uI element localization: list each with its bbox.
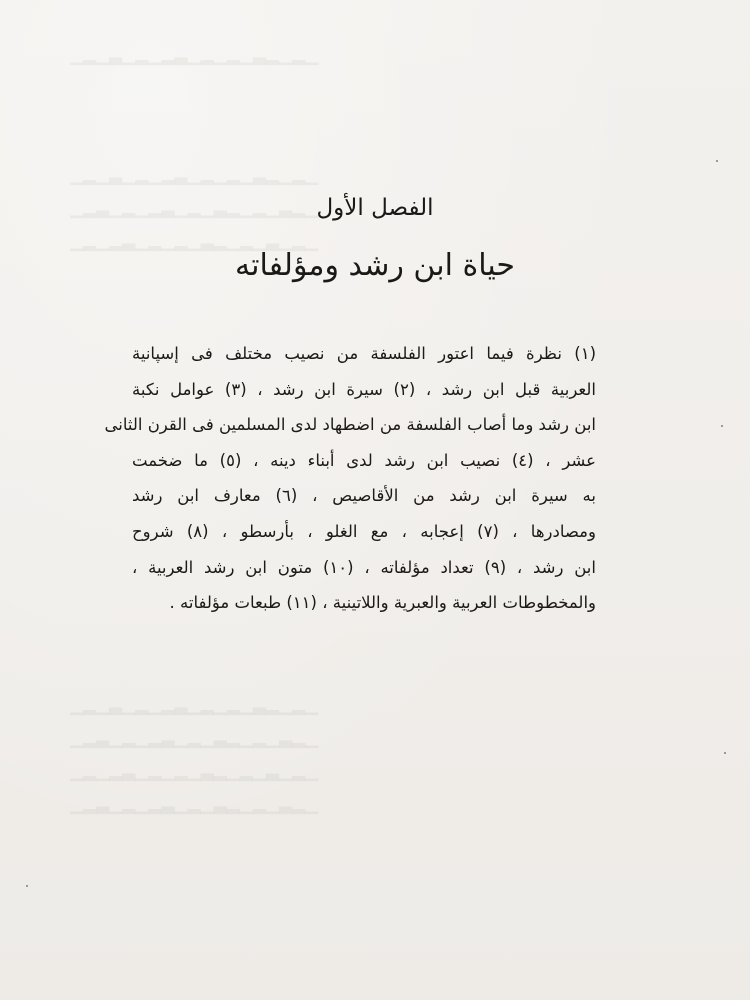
paper-speck	[26, 885, 28, 887]
chapter-label: الفصل الأول	[316, 195, 434, 221]
show-through-text: ▁▂▁▃▁▂▁▂▃▁▂▁▂▁▃▂▁▂▁ ▁▂▃▁▂▁▂▃▁▂▁▃▂▁▂▁▃▂▁ ▁▂▁▂▃▁▂▁▂▁▃▂▁▂▁▃▁▂▁	[70, 166, 319, 252]
contents-line: عشر ، (٤) نصيب ابن رشد لدى أبناء دينه ، (٥) ما ضخمت	[132, 450, 596, 470]
contents-line: به سيرة ابن رشد من الأقاصيص ، (٦) معارف ابن رشد	[132, 486, 596, 506]
show-through-text: ▁▂▁▃▁▂▁▂▃▁▂▁▂▁▃▂▁▂▁ ▁▂▃▁▂▁▂▃▁▂▁▃▂▁▂▁▃▂▁ ▁▂▁▂▃▁▂▁▂▁▃▂▁▂▁▃▁▂▁ ▁▂▃▁▂▁▂▃▁▂▁▃▂▁▂▁▃▂▁	[70, 696, 319, 815]
contents-line: العربية قبل ابن رشد ، (٢) سيرة ابن رشد ، (٣) عوامل نكبة	[132, 379, 596, 399]
contents-line: والمخطوطات العربية والعبرية واللاتينية ، (١١) طبعات مؤلفاته .	[169, 593, 596, 613]
contents-line: ابن رشد ، (٩) تعداد مؤلفاته ، (١٠) متون ابن رشد العربية ،	[132, 557, 596, 577]
chapter-contents	[104, 336, 596, 621]
paper-speck	[716, 160, 718, 162]
contents-line: (١) نظرة فيما اعتور الفلسفة من نصيب مختلف فى إسپانية	[132, 344, 596, 363]
paper-speck	[724, 752, 726, 754]
paper-speck	[721, 425, 723, 427]
contents-line: ومصادرها ، (٧) إعجابه ، مع الغلو ، بأرسطو ، (٨) شروح	[132, 521, 596, 541]
chapter-title: حياة ابن رشد ومؤلفاته	[235, 248, 515, 283]
show-through-text: ▁▂▁▃▁▂▁▂▃▁▂▁▂▁▃▂▁▂▁	[70, 46, 319, 66]
contents-line: ابن رشد وما أصاب الفلسفة من اضطهاد لدى المسلمين فى القرن الثانى	[104, 415, 596, 435]
